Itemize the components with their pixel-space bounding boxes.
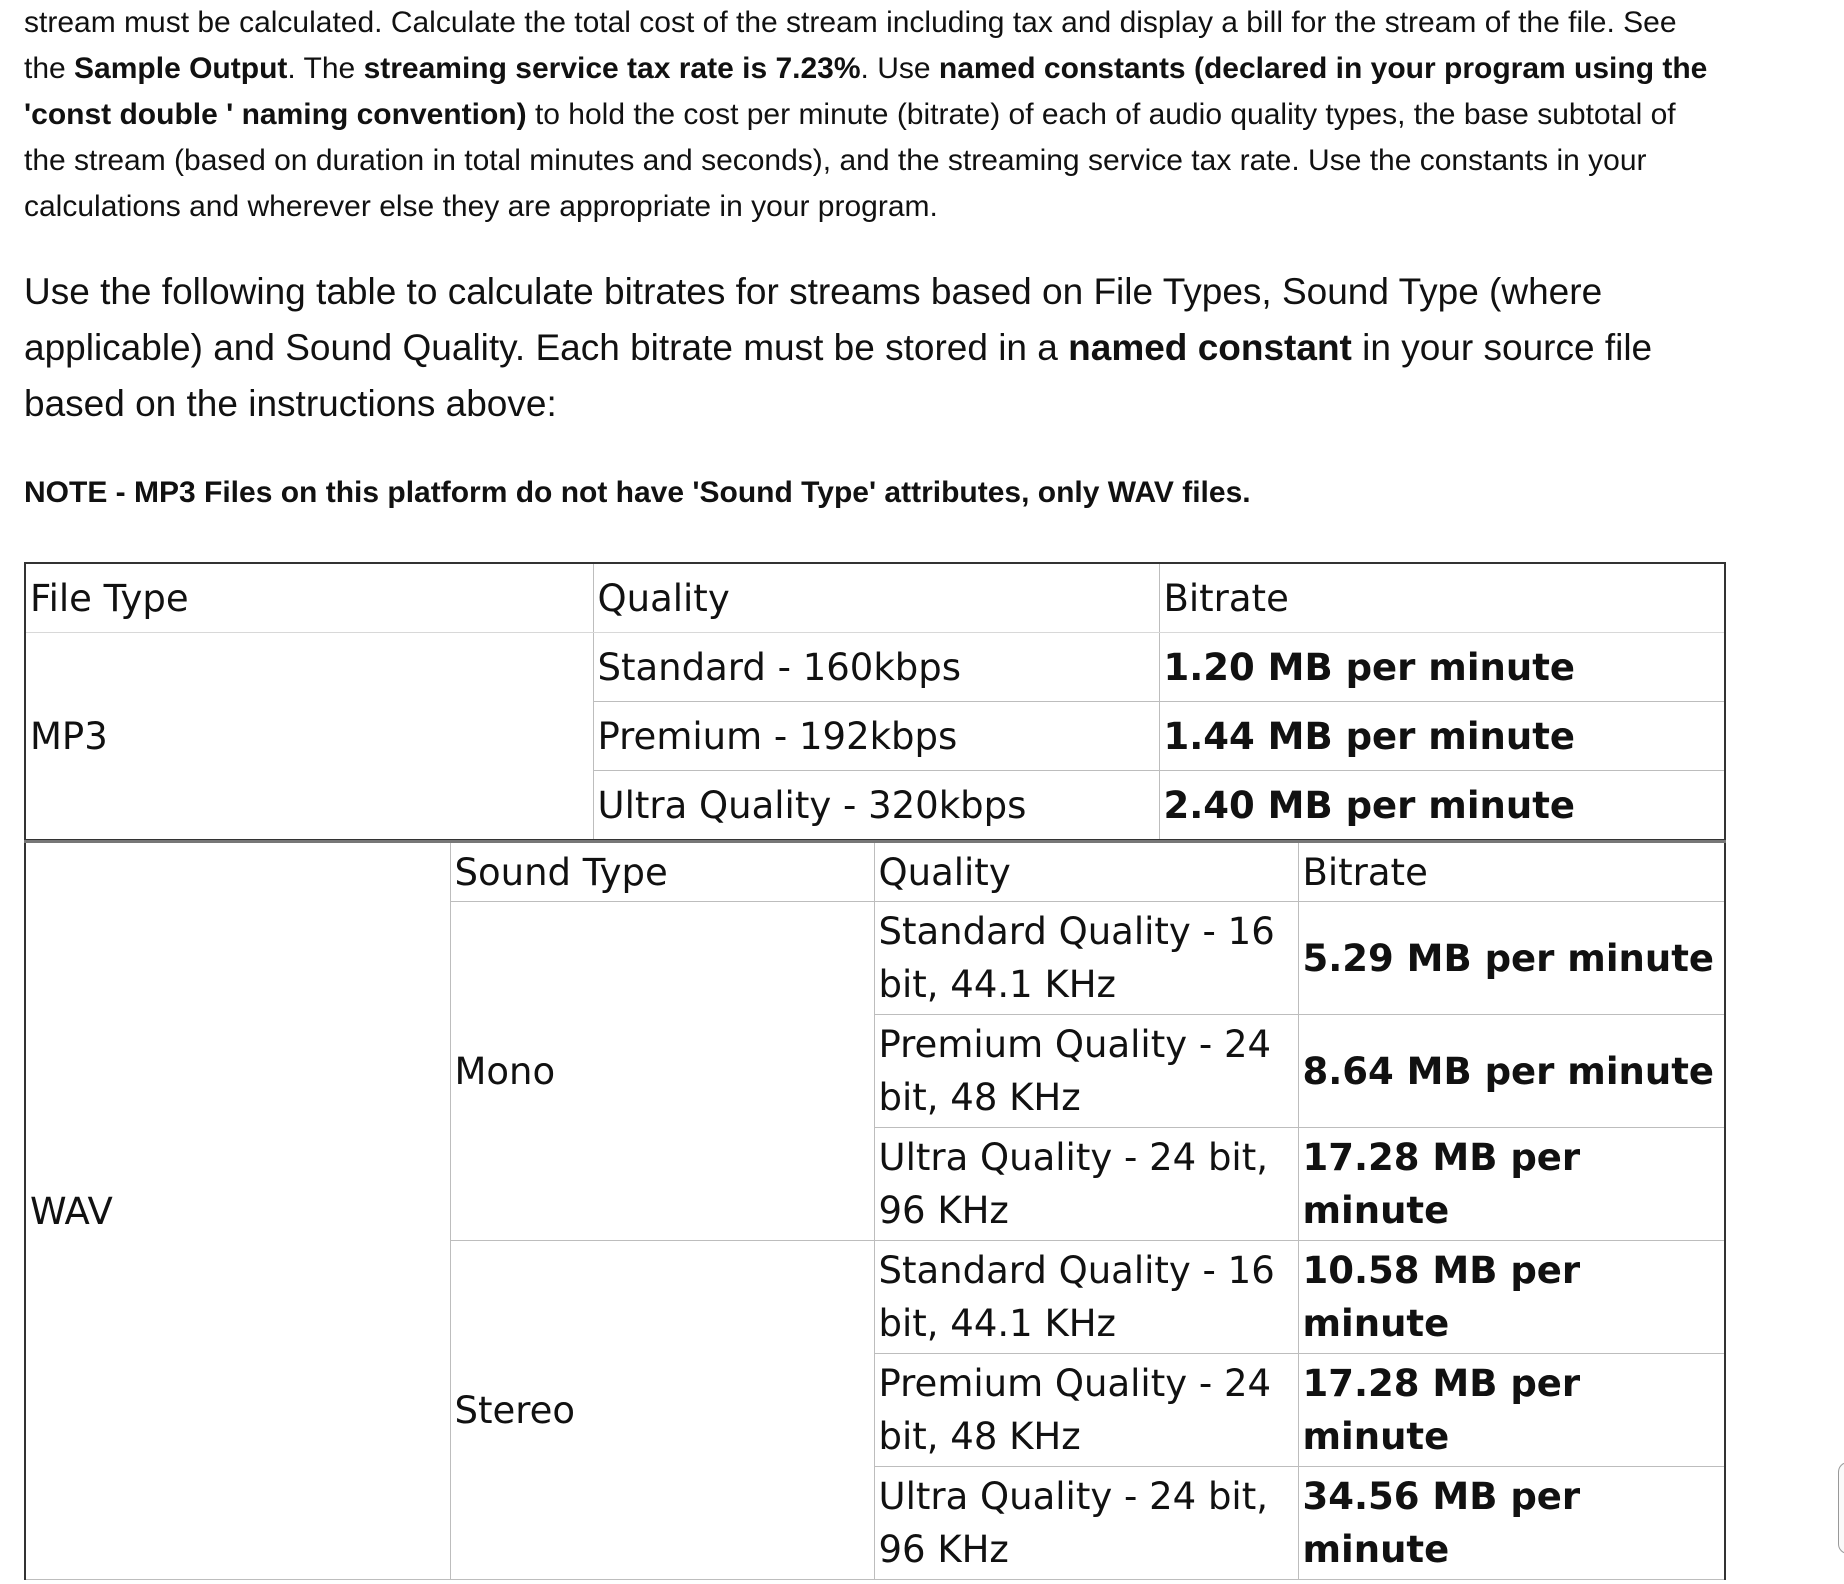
- bitrate-cell: 5.29 MB per minute: [1298, 902, 1725, 1015]
- bitrate-cell: 1.44 MB per minute: [1159, 702, 1725, 771]
- mp3-bitrate-table: [24, 562, 1726, 841]
- bitrate-cell: 17.28 MB per minute: [1298, 1128, 1725, 1241]
- header-file-type: File Type: [25, 563, 593, 633]
- named-constant-bold: named constant: [1068, 327, 1352, 368]
- bitrate-cell: 34.56 MB per minute: [1298, 1467, 1725, 1580]
- quality-cell: Standard Quality - 16 bit, 44.1 KHz: [874, 902, 1298, 1015]
- wav-bitrate-table: [24, 840, 1726, 1580]
- text-run: to hold the cost per minute (bitrate) of each of audio quality types, the base subtotal of the stream (based on duration in total minutes and seconds), and the streaming service tax rate. Use the constants in your calculations and wherever else they are appropriate in your program.: [24, 98, 1676, 223]
- header-bitrate: Bitrate: [1159, 563, 1725, 633]
- instructions-paragraph: [24, 0, 1724, 230]
- text-run: in your source file based on the instructions above:: [24, 327, 1653, 424]
- file-type-wav: WAV: [25, 842, 450, 1580]
- bitrate-cell: 1.20 MB per minute: [1159, 633, 1725, 702]
- table-header-row: [25, 563, 1725, 633]
- header-bitrate: Bitrate: [1298, 842, 1725, 902]
- bitrate-cell: 8.64 MB per minute: [1298, 1015, 1725, 1128]
- table-header-row: [25, 842, 1725, 902]
- bitrate-cell: 17.28 MB per minute: [1298, 1354, 1725, 1467]
- text-run: . The: [287, 52, 364, 85]
- quality-cell: Ultra Quality - 320kbps: [593, 771, 1159, 841]
- side-panel-tab[interactable]: [1838, 1462, 1844, 1554]
- tax-rate-bold: streaming service tax rate is 7.23%: [363, 52, 861, 85]
- quality-cell: Ultra Quality - 24 bit, 96 KHz: [874, 1128, 1298, 1241]
- text-run: Use the following table to calculate bitrates for streams based on File Types, Sound Type (where applicable) and Sound Quality. Each bitrate must be stored in a: [24, 271, 1603, 368]
- file-type-mp3: MP3: [25, 633, 593, 841]
- sound-type-mono: Mono: [450, 902, 874, 1241]
- header-quality: Quality: [874, 842, 1298, 902]
- table-row: [25, 633, 1725, 702]
- header-sound-type: Sound Type: [450, 842, 874, 902]
- text-run: stream must be calculated. Calculate the total cost of the stream including tax and display a bill for the stream of the file. See the: [24, 6, 1677, 85]
- quality-cell: Premium Quality - 24 bit, 48 KHz: [874, 1354, 1298, 1467]
- quality-cell: Premium Quality - 24 bit, 48 KHz: [874, 1015, 1298, 1128]
- header-quality: Quality: [593, 563, 1159, 633]
- bitrate-cell: 10.58 MB per minute: [1298, 1241, 1725, 1354]
- named-constants-bold: named constants (declared in your program using the 'const double ' naming convention): [24, 52, 1708, 131]
- text-run: . Use: [860, 52, 939, 85]
- bitrate-cell: 2.40 MB per minute: [1159, 771, 1725, 841]
- mp3-note: NOTE - MP3 Files on this platform do not have 'Sound Type' attributes, only WAV files.: [24, 476, 1251, 509]
- table-intro-paragraph: [24, 264, 1724, 432]
- quality-cell: Ultra Quality - 24 bit, 96 KHz: [874, 1467, 1298, 1580]
- sound-type-stereo: Stereo: [450, 1241, 874, 1580]
- quality-cell: Premium - 192kbps: [593, 702, 1159, 771]
- quality-cell: Standard - 160kbps: [593, 633, 1159, 702]
- sample-output-bold: Sample Output: [74, 52, 288, 85]
- quality-cell: Standard Quality - 16 bit, 44.1 KHz: [874, 1241, 1298, 1354]
